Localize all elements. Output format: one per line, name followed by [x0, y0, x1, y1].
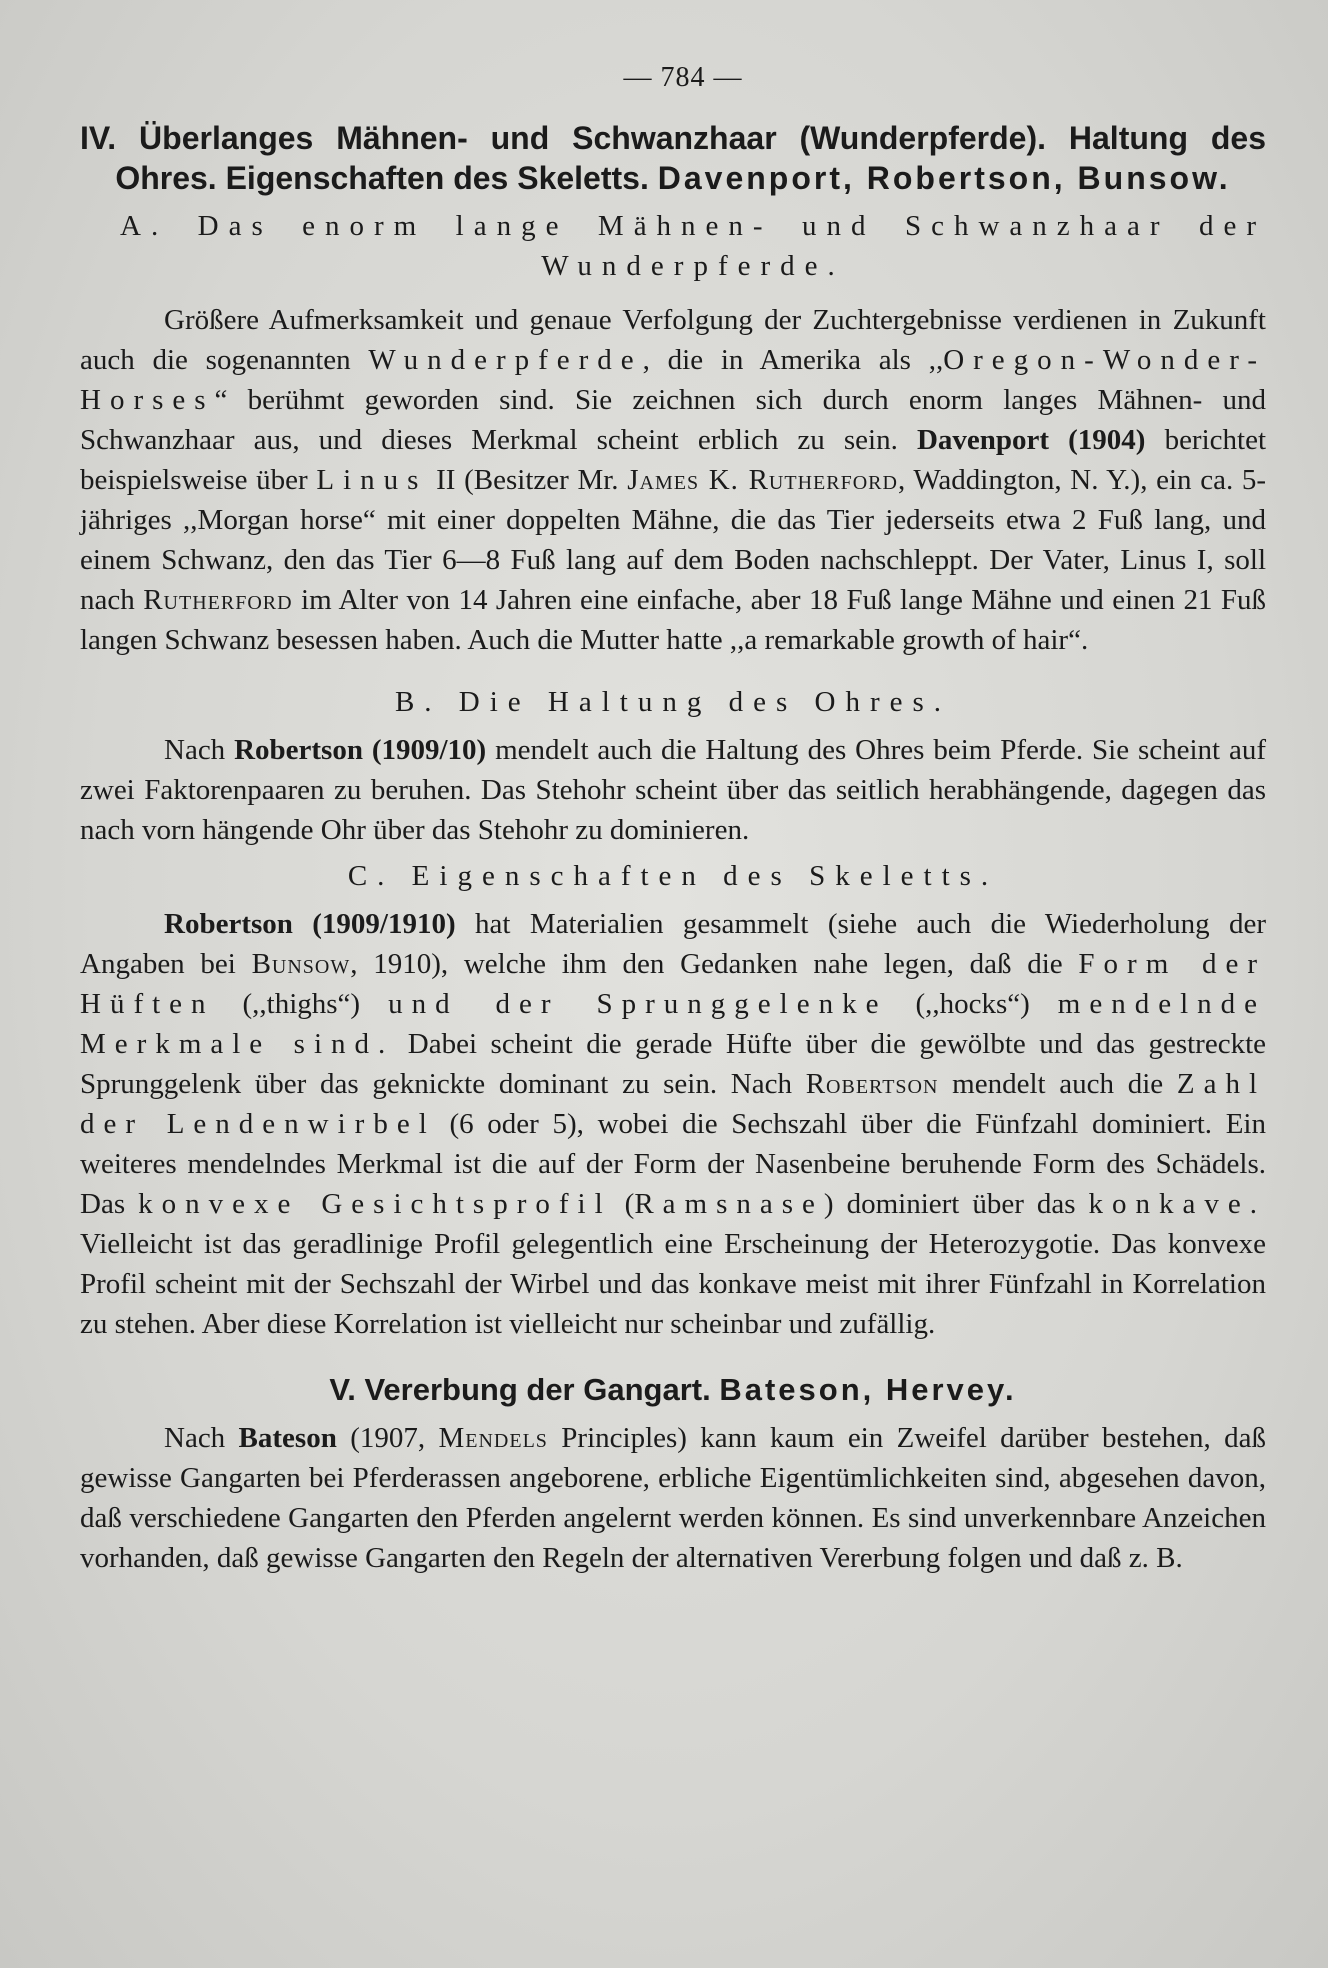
- section-v-title-main: V. Vererbung der Gangart.: [329, 1372, 711, 1407]
- section-v-title-authors: Bateson, Hervey.: [719, 1372, 1017, 1407]
- subsection-a-heading: A. Das enorm lange Mähnen- und Schwanzhaar der Wunderpferde.: [120, 210, 1266, 282]
- subsection-a-paragraph: Größere Aufmerksamkeit und genaue Verfolgung der Zuchtergebnisse verdienen in Zukunft auch die sogenannten Wunderpferde, die in Amerika als ,,Oregon-Wonder-Horses“ berühmt geworden sind. Sie zeichnen sich durch enorm langes Mähnen- und Schwanzhaar aus, und dieses Merkmal scheint erblich zu sein. Davenport (1904) berichtet beispielsweise über Linus II (Besitzer Mr. James K. Rutherford, Waddington, N. Y.), ein ca. 5-jähriges ,,Morgan horse“ mit einer doppelten Mähne, die das Tier jederseits etwa 2 Fuß lang, und einem Schwanz, den das Tier 6—8 Fuß lang auf dem Boden nachschleppt. Der Vater, Linus I, soll nach Rutherford im Alter von 14 Jahren eine einfache, aber 18 Fuß lange Mähne und einen 21 Fuß langen Schwanz besessen haben. Auch die Mutter hatte ,,a remarkable growth of hair“.: [80, 304, 1267, 656]
- subsection-c-heading: C. Eigenschaften des Skeletts.: [347, 860, 999, 892]
- subsection-c-paragraph: Robertson (1909/1910) hat Materialien gesammelt (siehe auch die Wiederholung der Angaben bei Bunsow, 1910), welche ihm den Gedanken nahe legen, daß die Form der Hüften (,,thighs“) und der Sprunggelenke (,,hocks“) mendelnde Merkmale sind. Dabei scheint die gerade Hüfte über die gewölbte und das gestreckte Sprunggelenk über das geknickte dominant zu sein. Nach Robertson mendelt auch die Zahl der Lendenwirbel (6 oder 5), wobei die Sechszahl über die Fünfzahl dominiert. Ein weiteres mendelndes Merkmal ist die auf der Form der Nasenbeine beruhende Form des Schädels. Das konvexe Gesichtsprofil (Ramsnase) dominiert über das konkave. Vielleicht ist das geradlinige Profil gelegentlich eine Erscheinung der Heterozygotie. Das konvexe Profil scheint mit der Sechszahl der Wirbel und das konkave meist mit ihrer Fünfzahl in Korrelation zu stehen. Aber diese Korrelation ist vielleicht nur scheinbar und zufällig.: [80, 908, 1267, 1340]
- subsection-b-paragraph: Nach Robertson (1909/10) mendelt auch die Haltung des Ohres beim Pferde. Sie scheint auf zwei Faktorenpaaren zu beruhen. Das Stehohr scheint über das seitlich herabhängende, dagegen das nach vorn hängende Ohr über das Stehohr zu dominieren.: [80, 734, 1267, 846]
- section-v-title: [80, 1372, 1266, 1408]
- section-v-paragraph: Nach Bateson (1907, Mendels Principles) kann kaum ein Zweifel darüber bestehen, daß gewisse Gangarten bei Pferderassen angeborene, erbliche Eigentümlichkeiten sind, abgesehen davon, daß verschiedene Gangarten den Pferden angelernt werden können. Es sind unverkennbare Anzeichen vorhanden, daß gewisse Gangarten den Regeln der alternativen Vererbung folgen und daß z. B.: [80, 1422, 1266, 1574]
- page-number: — 784 —: [623, 62, 743, 93]
- section-iv-title: [80, 118, 1266, 198]
- section-iv-title-authors: Davenport, Robertson, Bunsow.: [657, 160, 1231, 196]
- subsection-b-heading: B. Die Haltung des Ohres.: [394, 686, 952, 718]
- section-iv-title-main: IV. Überlanges Mähnen- und Schwanzhaar (Wunderpferde). Haltung des Ohres. Eigenschaften des Skeletts.: [80, 120, 1266, 196]
